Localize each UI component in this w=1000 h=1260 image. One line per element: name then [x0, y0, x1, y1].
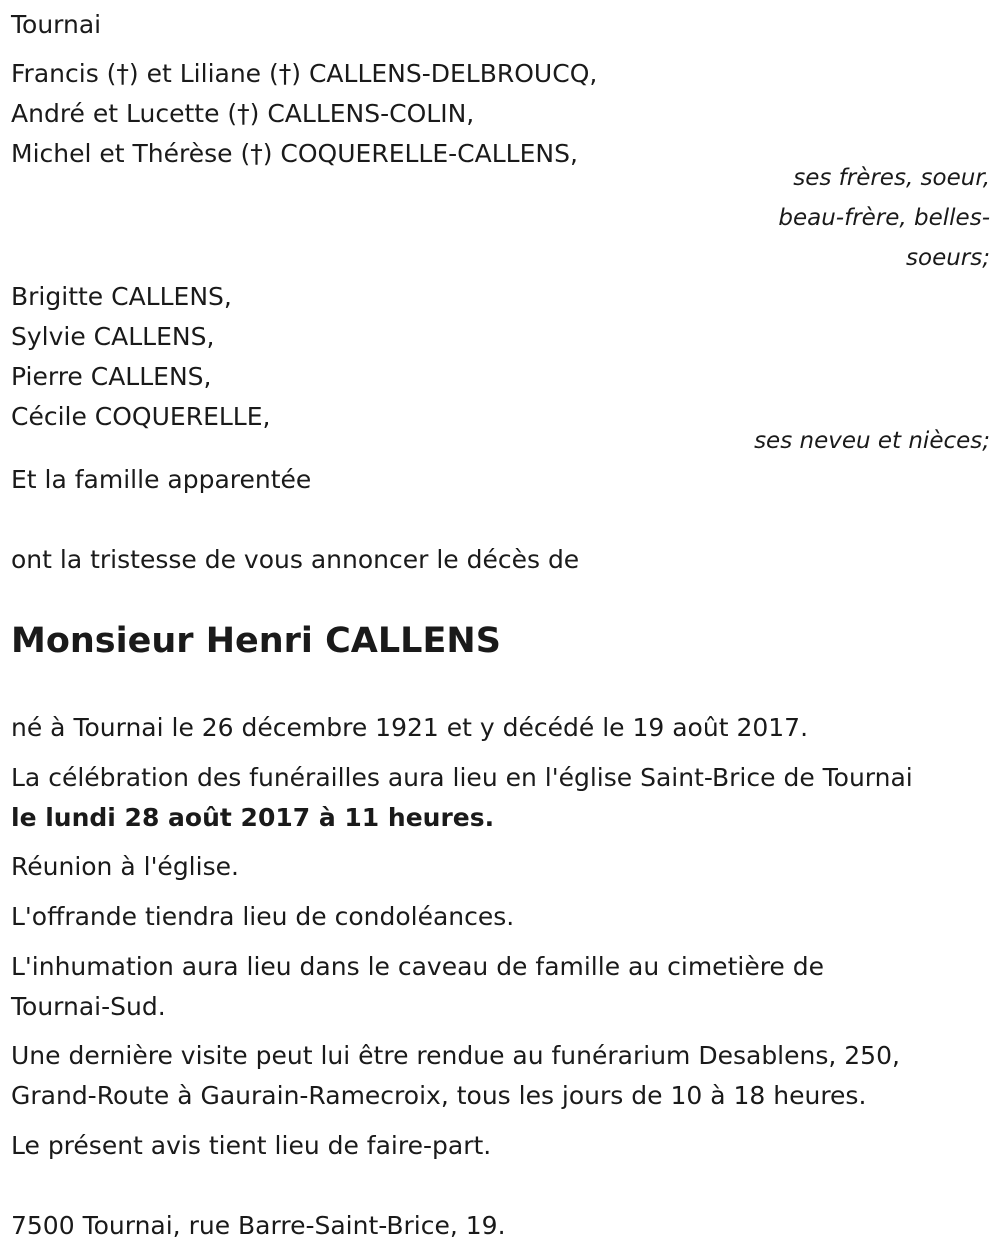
siblings-relation: beau-frère, belles-	[778, 205, 990, 231]
siblings-relation: soeurs;	[906, 245, 990, 271]
visit-line: Une dernière visite peut lui être rendue au funérarium Desablens, 250,	[11, 1041, 900, 1070]
nephew-line: Pierre CALLENS,	[11, 362, 212, 391]
visit-line: Grand-Route à Gaurain-Ramecroix, tous les jours de 10 à 18 heures.	[11, 1081, 867, 1110]
place: Tournai	[11, 10, 102, 39]
ceremony-date: le lundi 28 août 2017 à 11 heures.	[11, 803, 495, 832]
nephew-line: Sylvie CALLENS,	[11, 322, 215, 351]
nephew-line: Brigitte CALLENS,	[11, 282, 232, 311]
meeting: Réunion à l'église.	[11, 852, 239, 881]
address: 7500 Tournai, rue Barre-Saint-Brice, 19.	[11, 1211, 506, 1240]
sibling-line: Francis (†) et Liliane (†) CALLENS-DELBROUCQ,	[11, 59, 598, 88]
announcement: ont la tristesse de vous annoncer le décès de	[11, 545, 580, 574]
family-line: Et la famille apparentée	[11, 465, 312, 494]
condolences: L'offrande tiendra lieu de condoléances.	[11, 902, 515, 931]
birth-death: né à Tournai le 26 décembre 1921 et y décédé le 19 août 2017.	[11, 713, 809, 742]
notice: Le présent avis tient lieu de faire-part.	[11, 1131, 492, 1160]
sibling-line: André et Lucette (†) CALLENS-COLIN,	[11, 99, 475, 128]
siblings-relation: ses frères, soeur,	[793, 165, 990, 191]
nephew-line: Cécile COQUERELLE,	[11, 402, 271, 431]
sibling-line: Michel et Thérèse (†) COQUERELLE-CALLENS,	[11, 139, 578, 168]
deceased-name: Monsieur Henri CALLENS	[11, 621, 501, 661]
burial-line: Tournai-Sud.	[11, 992, 166, 1021]
nephews-relation: ses neveu et nièces;	[754, 428, 990, 454]
ceremony-line: La célébration des funérailles aura lieu en l'église Saint-Brice de Tournai	[11, 763, 913, 792]
burial-line: L'inhumation aura lieu dans le caveau de famille au cimetière de	[11, 952, 825, 981]
